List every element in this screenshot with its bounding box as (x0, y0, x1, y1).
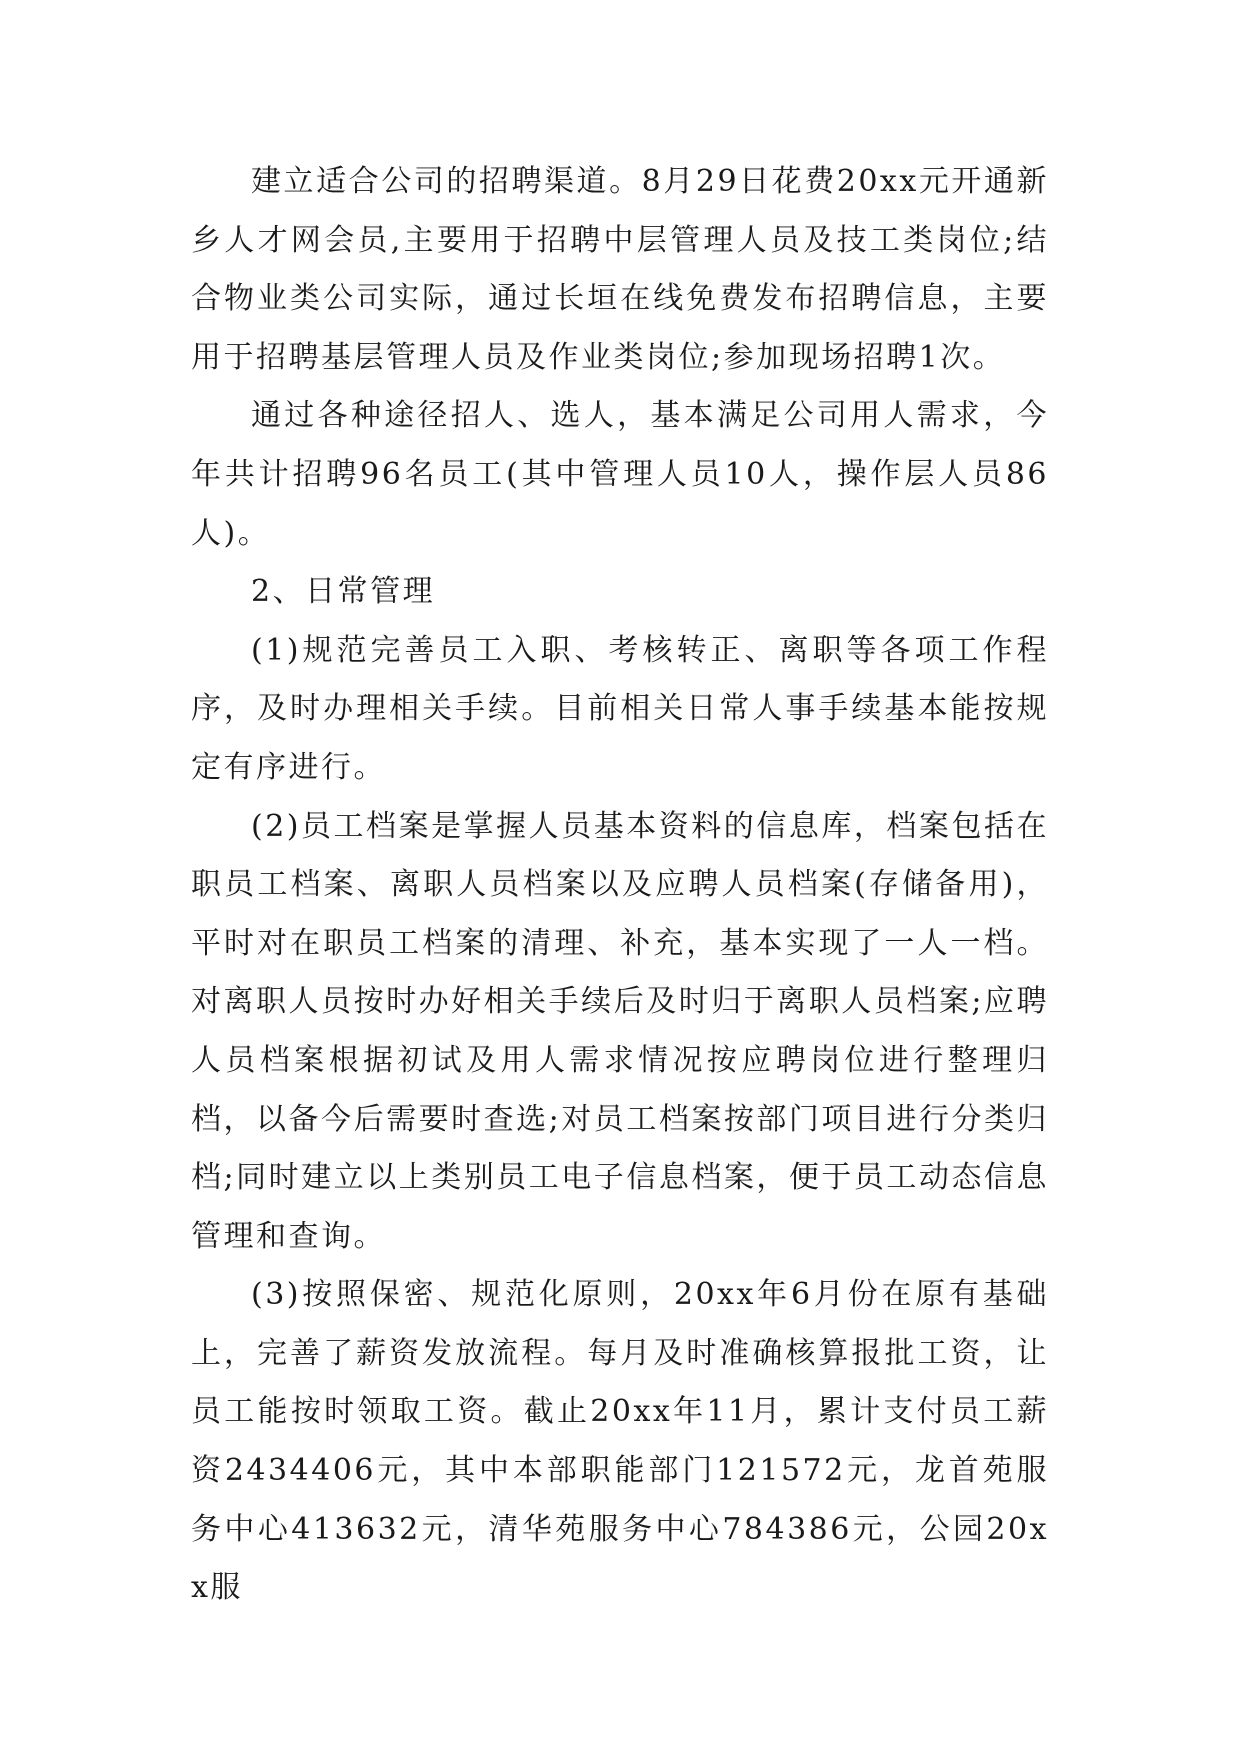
paragraph-recruitment-results: 通过各种途径招人、选人，基本满足公司用人需求，今年共计招聘96名员工(其中管理人员10人，操作层人员86人)。 (191, 398, 1049, 551)
paragraph-item-3: (3)按照保密、规范化原则，20xx年6月份在原有基础上，完善了薪资发放流程。每月及时准确核算报批工资，让员工能按时领取工资。截止20xx年11月，累计支付员工薪资2434406元，其中本部职能部门121572元，龙首苑服务中心413632元，清华苑服务中心784386元，公园20xx服 (191, 1277, 1049, 1606)
section-heading-daily-management: 2、日常管理 (251, 574, 436, 610)
document-body (191, 153, 1049, 1618)
paragraph-item-2: (2)员工档案是掌握人员基本资料的信息库，档案包括在职员工档案、离职人员档案以及应聘人员档案(存储备用)，平时对在职员工档案的清理、补充，基本实现了一人一档。对离职人员按时办好相关手续后及时归于离职人员档案;应聘人员档案根据初试及用人需求情况按应聘岗位进行整理归档，以备今后需要时查选;对员工档案按部门项目进行分类归档;同时建立以上类别员工电子信息档案，便于员工动态信息管理和查询。 (191, 808, 1049, 1254)
paragraph-recruitment-channels: 建立适合公司的招聘渠道。8月29日花费20xx元开通新乡人才网会员,主要用于招聘中层管理人员及技工类岗位;结合物业类公司实际，通过长垣在线免费发布招聘信息，主要用于招聘基层管理人员及作业类岗位;参加现场招聘1次。 (191, 164, 1049, 375)
paragraph-item-1: (1)规范完善员工入职、考核转正、离职等各项工作程序，及时办理相关手续。目前相关日常人事手续基本能按规定有序进行。 (191, 632, 1049, 785)
